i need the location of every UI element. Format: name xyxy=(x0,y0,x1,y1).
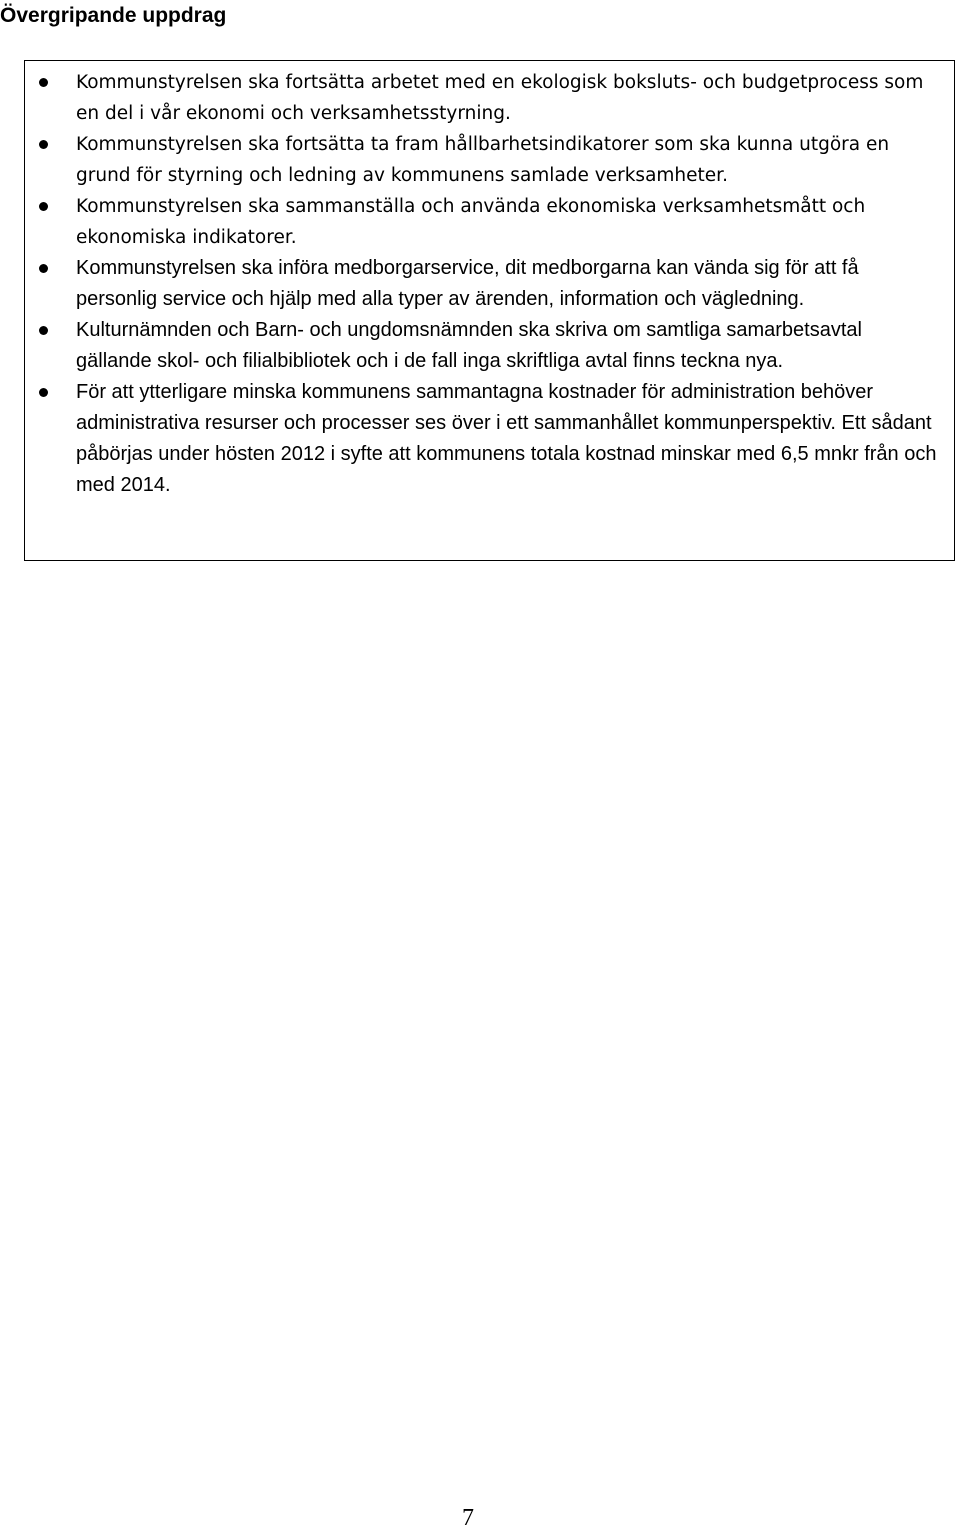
bullet-icon xyxy=(39,140,48,149)
list-item-text: Kommunstyrelsen ska införa medborgarservice, dit medborgarna kan vända sig för att få personlig service och hjälp med alla typer av ärenden, information och vägledning. xyxy=(76,257,859,310)
assignments-box xyxy=(24,60,955,561)
bullet-icon xyxy=(39,78,48,87)
bullet-icon xyxy=(39,326,48,335)
list-item-text: Kommunstyrelsen ska fortsätta arbetet med en ekologisk boksluts- och budgetprocess som en del i vår ekonomi och verksamhetsstyrning. xyxy=(76,72,924,124)
list-item-text: För att ytterligare minska kommunens sammantagna kostnader för administration behöver administrativa resurser och processer ses över i ett sammanhållet kommunperspektiv. Ett sådant påbörjas under hösten 2012 i syfte att kommunens totala kostnad minskar med 6,5 mnkr från och med 2014. xyxy=(76,381,937,496)
section-heading: Övergripande uppdrag xyxy=(0,4,227,27)
assignments-list xyxy=(25,67,954,501)
list-item-text: Kulturnämnden och Barn- och ungdomsnämnden ska skriva om samtliga samarbetsavtal gällande skol- och filialbibliotek och i de fall inga skriftliga avtal finns teckna nya. xyxy=(76,319,862,372)
bullet-icon xyxy=(39,202,48,211)
list-item xyxy=(25,253,954,315)
list-item xyxy=(25,377,954,501)
list-item-text: Kommunstyrelsen ska sammanställa och använda ekonomiska verksamhetsmått och ekonomiska indikatorer. xyxy=(76,196,866,248)
list-item xyxy=(25,191,954,253)
list-item xyxy=(25,129,954,191)
bullet-icon xyxy=(39,264,48,273)
list-item xyxy=(25,67,954,129)
list-item xyxy=(25,315,954,377)
list-item-text: Kommunstyrelsen ska fortsätta ta fram hållbarhetsindikatorer som ska kunna utgöra en grund för styrning och ledning av kommunens samlade verksamheter. xyxy=(76,134,890,186)
bullet-icon xyxy=(39,388,48,397)
page-number: 7 xyxy=(462,1505,474,1531)
